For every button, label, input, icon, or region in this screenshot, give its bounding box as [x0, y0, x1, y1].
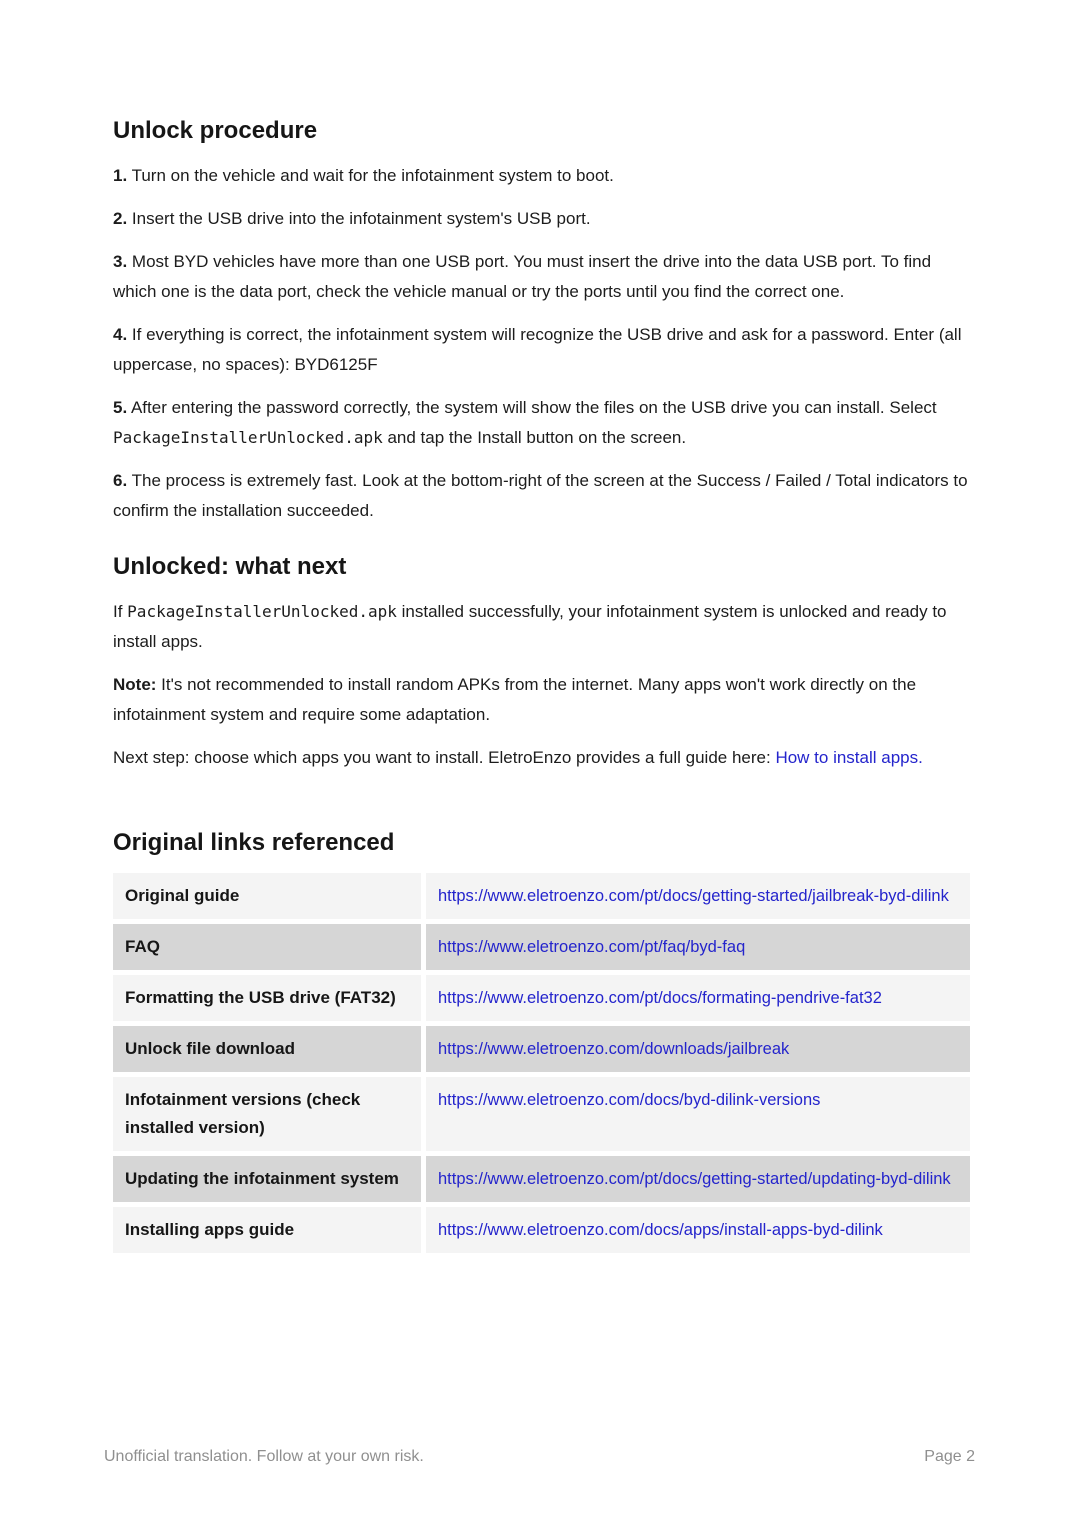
- installing-apps-guide-link[interactable]: https://www.eletroenzo.com/docs/apps/install-apps-byd-dilink: [438, 1221, 883, 1239]
- whatnext-filename-code: PackageInstallerUnlocked.apk: [127, 602, 397, 621]
- step-1: [113, 161, 970, 191]
- table-row-label-updating-system: Updating the infotainment system: [113, 1156, 421, 1202]
- whatnext-text-before: If: [113, 602, 128, 621]
- document-page: [113, 0, 970, 1253]
- table-row-url-cell: [426, 1077, 970, 1151]
- note-text: It's not recommended to install random APKs from the internet. Many apps won't work directly on the infotainment system and require some adaptation.: [113, 675, 917, 724]
- note-paragraph: [113, 670, 970, 730]
- footer-disclaimer: Unofficial translation. Follow at your own risk.: [104, 1448, 424, 1465]
- table-row-label-installing-apps-guide: Installing apps guide: [113, 1207, 421, 1253]
- step-6-number: 6.: [113, 471, 128, 490]
- step-5-number: 5.: [113, 398, 128, 417]
- step-2-number: 2.: [113, 209, 128, 228]
- step-1-number: 1.: [113, 166, 128, 185]
- table-row-label-formatting-usb: Formatting the USB drive (FAT32): [113, 975, 421, 1021]
- reference-links-table: [113, 873, 970, 1253]
- footer-page-number: Page 2: [924, 1448, 975, 1465]
- step-4-number: 4.: [113, 325, 128, 344]
- updating-system-link[interactable]: https://www.eletroenzo.com/pt/docs/getting-started/updating-byd-dilink: [438, 1170, 951, 1188]
- table-row-label-original-guide: Original guide: [113, 873, 421, 919]
- heading-unlock-procedure: Unlock procedure: [113, 117, 318, 144]
- unlock-file-download-link[interactable]: https://www.eletroenzo.com/downloads/jailbreak: [438, 1040, 790, 1058]
- table-row-url-cell: [426, 1026, 970, 1072]
- table-row-url-cell: [426, 1156, 970, 1202]
- whatnext-paragraph: [113, 597, 970, 657]
- step-4: [113, 320, 970, 380]
- infotainment-versions-link[interactable]: https://www.eletroenzo.com/docs/byd-dilink-versions: [438, 1091, 821, 1109]
- next-step-text: Next step: choose which apps you want to install. EletroEnzo provides a full guide here:: [113, 748, 776, 767]
- step-2: [113, 204, 970, 234]
- step-1-text: Turn on the vehicle and wait for the infotainment system to boot.: [127, 166, 614, 185]
- table-row-url-cell: [426, 1207, 970, 1253]
- note-label: Note:: [113, 675, 157, 694]
- table-row-label-unlock-file-download: Unlock file download: [113, 1026, 421, 1072]
- step-3: [113, 247, 970, 307]
- faq-link[interactable]: https://www.eletroenzo.com/pt/faq/byd-faq: [438, 938, 746, 956]
- step-6: [113, 466, 970, 526]
- step-5-text-after: and tap the Install button on the screen.: [382, 428, 687, 447]
- step-6-text: The process is extremely fast. Look at the bottom-right of the screen at the Success / Failed / Total indicators to confirm the installation succeeded.: [113, 471, 968, 520]
- how-to-install-apps-link[interactable]: How to install apps.: [775, 748, 923, 767]
- step-3-text: Most BYD vehicles have more than one USB port. You must insert the drive into the data USB port. To find which one is the data port, check the vehicle manual or try the ports until you find the correct one.: [113, 252, 932, 301]
- step-4-text: If everything is correct, the infotainment system will recognize the USB drive and ask for a password. Enter (all uppercase, no spaces): BYD6125F: [113, 325, 962, 374]
- original-guide-link[interactable]: https://www.eletroenzo.com/pt/docs/getting-started/jailbreak-byd-dilink: [438, 887, 949, 905]
- page-footer: [104, 1448, 975, 1466]
- table-row-url-cell: [426, 975, 970, 1021]
- whatnext-text-after: installed successfully, your infotainment system is unlocked and ready to install apps.: [113, 602, 947, 651]
- heading-original-links-referenced: Original links referenced: [113, 829, 395, 856]
- step-5-filename-code: PackageInstallerUnlocked.apk: [113, 428, 383, 447]
- step-2-text: Insert the USB drive into the infotainment system's USB port.: [127, 209, 591, 228]
- heading-unlocked-what-next: Unlocked: what next: [113, 553, 347, 580]
- step-5-text: After entering the password correctly, the system will show the files on the USB drive you can install. Select: [127, 398, 937, 417]
- table-row-url-cell: [426, 924, 970, 970]
- formatting-usb-link[interactable]: https://www.eletroenzo.com/pt/docs/formating-pendrive-fat32: [438, 989, 882, 1007]
- table-row-label-faq: FAQ: [113, 924, 421, 970]
- table-row-label-infotainment-versions: Infotainment versions (check installed version): [113, 1077, 421, 1151]
- next-step-paragraph: [113, 743, 970, 773]
- step-5: [113, 393, 970, 453]
- table-row-url-cell: [426, 873, 970, 919]
- step-3-number: 3.: [113, 252, 128, 271]
